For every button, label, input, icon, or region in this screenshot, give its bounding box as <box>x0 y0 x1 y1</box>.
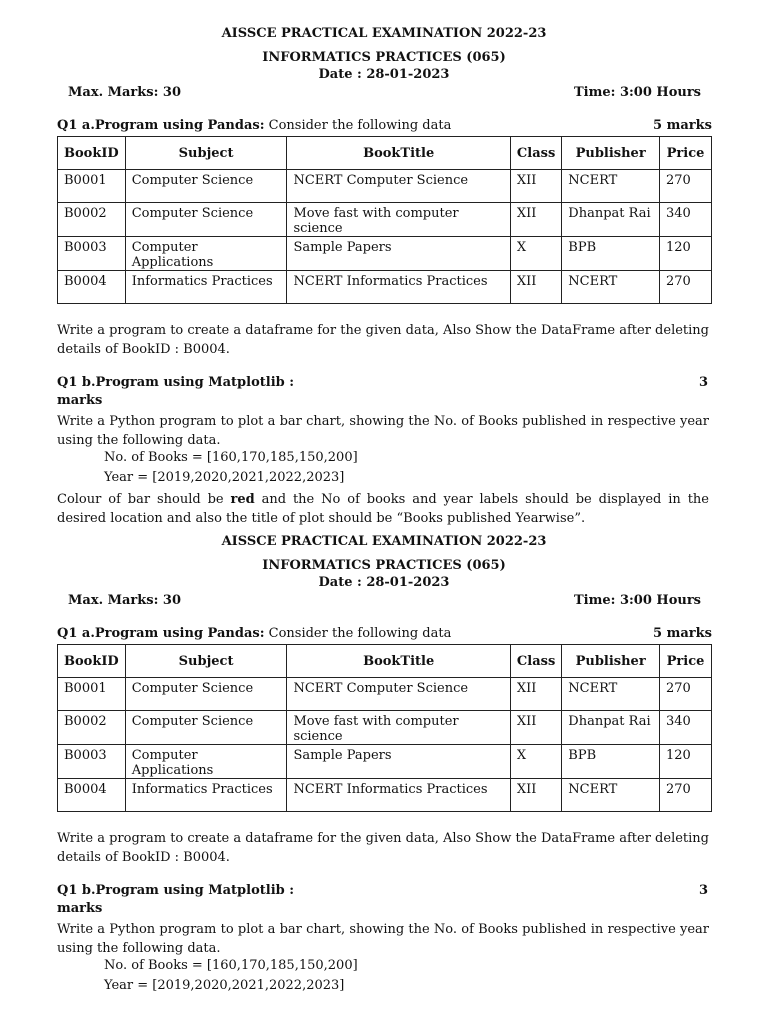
q1b-instruction: Write a Python program to plot a bar chart, showing the No. of Books published in respective year using the following data. <box>57 922 709 956</box>
table-cell: Move fast with computer science <box>287 203 510 237</box>
table-cell: B0003 <box>58 745 126 779</box>
table-row <box>58 271 712 304</box>
table-cell: Computer Science <box>125 203 287 237</box>
table-cell: NCERT Computer Science <box>287 678 510 711</box>
books-table <box>57 644 712 812</box>
q1a-instruction: Write a program to create a dataframe for the given data, Also Show the DataFrame after deleting details of BookID : B0004. <box>57 323 709 357</box>
table-cell: NCERT <box>562 678 660 711</box>
column-header: BookTitle <box>287 645 510 678</box>
table-cell: NCERT <box>562 170 660 203</box>
column-header: Subject <box>125 645 287 678</box>
max-marks: Max. Marks: 30 <box>68 85 182 100</box>
column-header: Publisher <box>562 137 660 170</box>
q1a-marks: 5 marks <box>653 626 712 641</box>
table-row <box>58 170 712 203</box>
table-cell: Computer Applications <box>125 745 287 779</box>
exam-date: Date : 28-01-2023 <box>318 575 450 590</box>
column-header: Class <box>510 645 561 678</box>
q1a-heading <box>57 118 451 133</box>
table-cell: XII <box>510 711 561 745</box>
books-data-line: No. of Books = [160,170,185,150,200] <box>104 958 358 973</box>
column-header: Subject <box>125 137 287 170</box>
table-cell: NCERT Informatics Practices <box>287 779 510 812</box>
table-cell: 270 <box>660 170 712 203</box>
table-cell: XII <box>510 203 561 237</box>
max-marks: Max. Marks: 30 <box>68 593 182 608</box>
table-cell: Sample Papers <box>287 745 510 779</box>
table-header-row <box>58 645 712 678</box>
table-cell: Dhanpat Rai <box>562 203 660 237</box>
column-header: Class <box>510 137 561 170</box>
table-cell: Computer Science <box>125 170 287 203</box>
table-cell: 120 <box>660 745 712 779</box>
table-cell: B0002 <box>58 711 126 745</box>
table-cell: Informatics Practices <box>125 271 287 304</box>
table-cell: B0004 <box>58 779 126 812</box>
table-row <box>58 203 712 237</box>
exam-title: AISSCE PRACTICAL EXAMINATION 2022-23 <box>221 534 547 549</box>
subject-title: INFORMATICS PRACTICES (065) <box>262 558 506 573</box>
q1b-marks-num: 3 <box>699 375 709 390</box>
q1b-label: Q1 b.Program using Matplotlib : <box>57 375 295 390</box>
exam-date: Date : 28-01-2023 <box>318 67 450 82</box>
exam-block-2 <box>0 508 768 1016</box>
table-cell: 270 <box>660 779 712 812</box>
table-cell: B0004 <box>58 271 126 304</box>
column-header: BookTitle <box>287 137 510 170</box>
table-cell: XII <box>510 678 561 711</box>
column-header: BookID <box>58 137 126 170</box>
colour-text-red: red <box>230 492 255 507</box>
table-cell: BPB <box>562 237 660 271</box>
table-cell: 270 <box>660 678 712 711</box>
year-data-line: Year = [2019,2020,2021,2022,2023] <box>104 978 345 993</box>
column-header: Price <box>660 137 712 170</box>
table-cell: 340 <box>660 203 712 237</box>
table-cell: XII <box>510 170 561 203</box>
table-cell: Computer Science <box>125 678 287 711</box>
q1a-marks: 5 marks <box>653 118 712 133</box>
table-cell: B0001 <box>58 170 126 203</box>
table-cell: B0003 <box>58 237 126 271</box>
subject-title: INFORMATICS PRACTICES (065) <box>262 50 506 65</box>
table-cell: 120 <box>660 237 712 271</box>
table-cell: B0002 <box>58 203 126 237</box>
books-table <box>57 136 712 304</box>
table-cell: Informatics Practices <box>125 779 287 812</box>
table-cell: B0001 <box>58 678 126 711</box>
q1a-instruction: Write a program to create a dataframe for the given data, Also Show the DataFrame after deleting details of BookID : B0004. <box>57 831 709 865</box>
table-cell: Dhanpat Rai <box>562 711 660 745</box>
table-row <box>58 745 712 779</box>
colour-text-pre: Colour of bar should be <box>57 492 231 507</box>
year-data-line: Year = [2019,2020,2021,2022,2023] <box>104 470 345 485</box>
table-cell: NCERT <box>562 779 660 812</box>
table-row <box>58 779 712 812</box>
q1b-marks-word: marks <box>57 901 103 916</box>
table-cell: 270 <box>660 271 712 304</box>
column-header: Publisher <box>562 645 660 678</box>
exam-time: Time: 3:00 Hours <box>574 85 701 100</box>
table-cell: X <box>510 745 561 779</box>
q1b-label: Q1 b.Program using Matplotlib : <box>57 883 295 898</box>
q1b-instruction: Write a Python program to plot a bar chart, showing the No. of Books published in respective year using the following data. <box>57 414 709 448</box>
table-cell: Move fast with computer science <box>287 711 510 745</box>
table-cell: NCERT Informatics Practices <box>287 271 510 304</box>
table-cell: 340 <box>660 711 712 745</box>
table-row <box>58 237 712 271</box>
q1a-label: Q1 a.Program using Pandas: <box>57 626 265 641</box>
q1a-label: Q1 a.Program using Pandas: <box>57 118 265 133</box>
table-cell: Sample Papers <box>287 237 510 271</box>
exam-time: Time: 3:00 Hours <box>574 593 701 608</box>
exam-title: AISSCE PRACTICAL EXAMINATION 2022-23 <box>221 26 547 41</box>
table-cell: NCERT <box>562 271 660 304</box>
q1a-text: Consider the following data <box>264 626 452 641</box>
table-cell: X <box>510 237 561 271</box>
q1a-heading <box>57 626 451 641</box>
table-row <box>58 678 712 711</box>
column-header: BookID <box>58 645 126 678</box>
table-cell: BPB <box>562 745 660 779</box>
q1b-marks-num: 3 <box>699 883 709 898</box>
table-cell: NCERT Computer Science <box>287 170 510 203</box>
colour-text-post: and the No of books and year labels should be displayed in the desired location and also the title of plot should be “Books published Yearwise”. <box>57 492 709 526</box>
q1a-text: Consider the following data <box>264 118 452 133</box>
table-header-row <box>58 137 712 170</box>
table-cell: XII <box>510 779 561 812</box>
column-header: Price <box>660 645 712 678</box>
table-row <box>58 711 712 745</box>
q1b-marks-word: marks <box>57 393 103 408</box>
table-cell: XII <box>510 271 561 304</box>
books-data-line: No. of Books = [160,170,185,150,200] <box>104 450 358 465</box>
table-cell: Computer Applications <box>125 237 287 271</box>
table-cell: Computer Science <box>125 711 287 745</box>
